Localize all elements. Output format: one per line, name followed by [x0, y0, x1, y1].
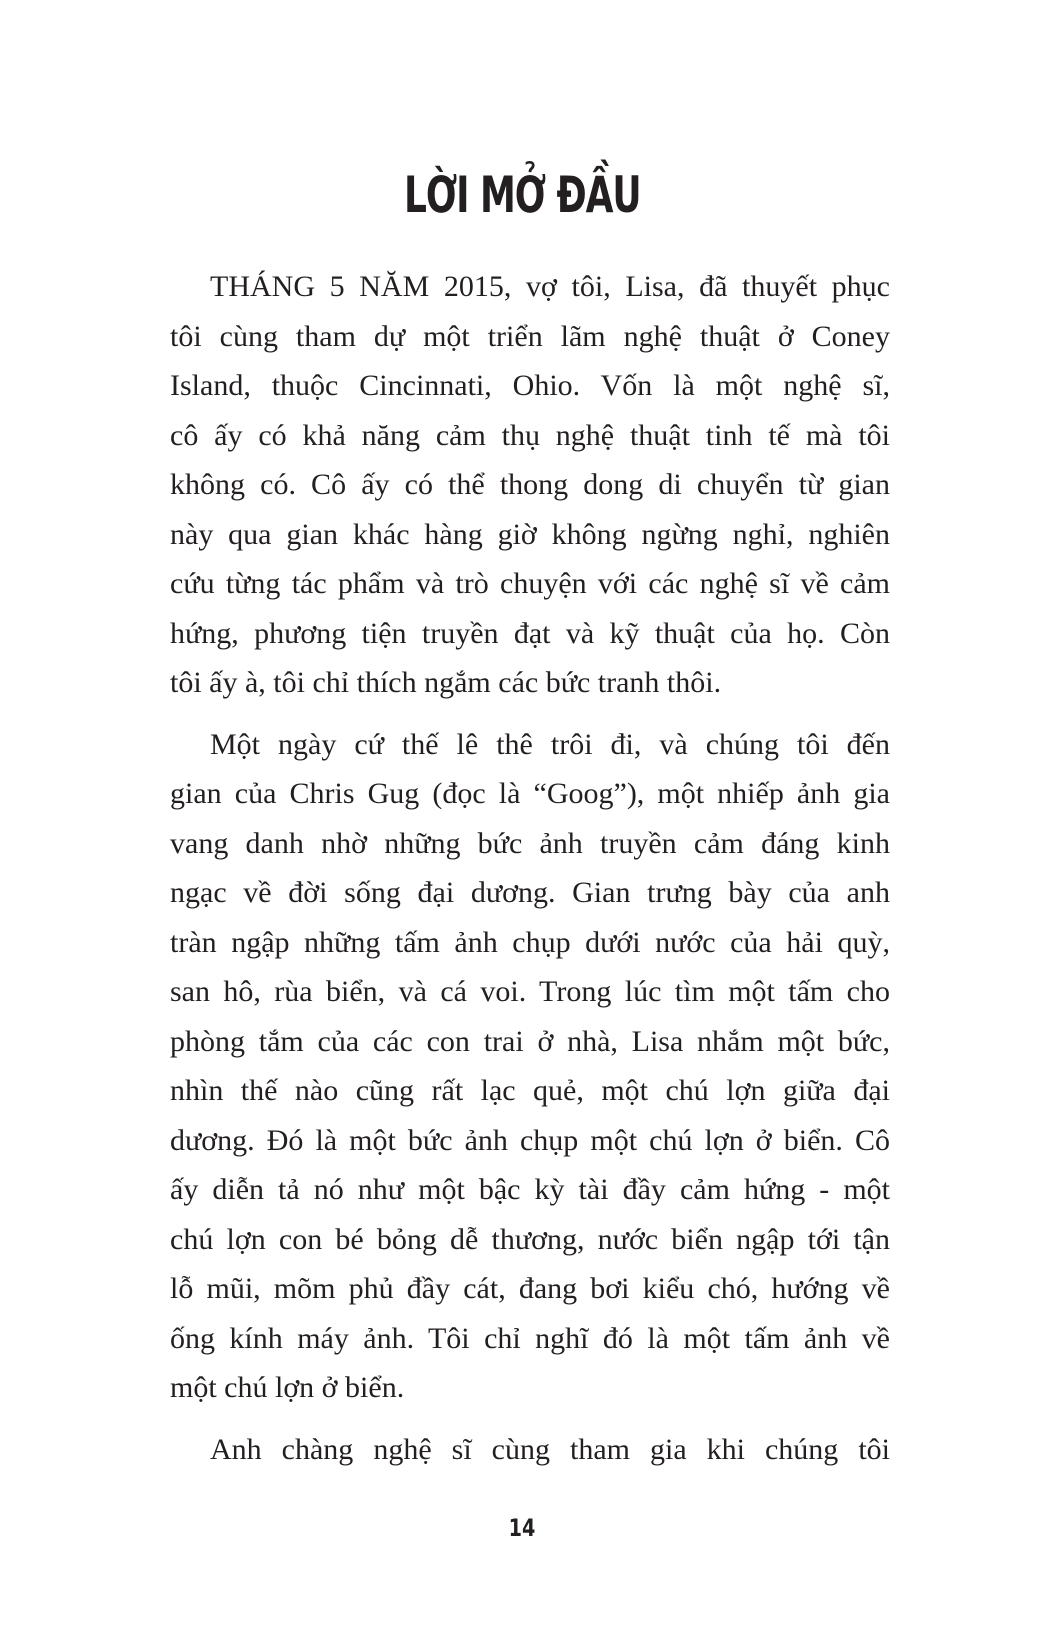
text-line: gian của Chris Gug (đọc là “Goog”), một nhiếp ảnh gia: [170, 777, 890, 810]
text-line: phòng tắm của các con trai ở nhà, Lisa nhắm một bức,: [170, 1024, 890, 1058]
text-line: vang danh nhờ những bức ảnh truyền cảm đáng kinh: [170, 826, 890, 860]
text-line: tràn ngập những tấm ảnh chụp dưới nước của hải quỳ,: [170, 925, 890, 959]
text-line: nhìn thế nào cũng rất lạc quẻ, một chú lợn giữa đại: [170, 1074, 890, 1107]
text-line: san hô, rùa biển, và cá voi. Trong lúc tìm một tấm cho: [170, 975, 890, 1008]
text-line: chú lợn con bé bỏng dễ thương, nước biển ngập tới tận: [170, 1222, 890, 1256]
page-number: 14: [508, 1514, 536, 1542]
paragraph-2: [170, 720, 890, 1413]
text-line: ống kính máy ảnh. Tôi chỉ nghĩ đó là một tấm ảnh về: [170, 1321, 890, 1355]
text-line: tôi cùng tham dự một triển lãm nghệ thuật ở Coney: [170, 319, 890, 353]
paragraph-3: [170, 1425, 890, 1475]
body-text: [170, 262, 890, 1486]
paragraph-1: [170, 262, 890, 708]
text-line: Một ngày cứ thế lê thê trôi đi, và chúng tôi đến: [210, 727, 890, 761]
text-line: hứng, phương tiện truyền đạt và kỹ thuật của họ. Còn: [170, 616, 890, 650]
text-line: THÁNG 5 NĂM 2015, vợ tôi, Lisa, đã thuyết phục: [210, 270, 890, 303]
text-line: tôi ấy à, tôi chỉ thích ngắm các bức tranh thôi.: [170, 666, 722, 699]
text-line: dương. Đó là một bức ảnh chụp một chú lợn ở biển. Cô: [170, 1123, 890, 1157]
text-line: không có. Cô ấy có thể thong dong di chuyển từ gian: [170, 468, 890, 501]
text-line: ấy diễn tả nó như một bậc kỳ tài đầy cảm hứng - một: [170, 1173, 890, 1206]
text-line: một chú lợn ở biển.: [170, 1371, 405, 1404]
text-line: Island, thuộc Cincinnati, Ohio. Vốn là một nghệ sĩ,: [170, 369, 890, 402]
text-line: cô ấy có khả năng cảm thụ nghệ thuật tinh tế mà tôi: [170, 418, 890, 452]
text-line: cứu từng tác phẩm và trò chuyện với các nghệ sĩ về cảm: [170, 567, 890, 600]
text-line: lỗ mũi, mõm phủ đầy cát, đang bơi kiểu chó, hướng về: [170, 1272, 890, 1305]
chapter-title: LỜI MỞ ĐẦU: [403, 166, 641, 224]
text-line: ngạc về đời sống đại dương. Gian trưng bày của anh: [170, 876, 890, 909]
text-line: này qua gian khác hàng giờ không ngừng nghỉ, nghiên: [170, 517, 890, 551]
text-line: Anh chàng nghệ sĩ cùng tham gia khi chúng tôi: [210, 1432, 890, 1466]
